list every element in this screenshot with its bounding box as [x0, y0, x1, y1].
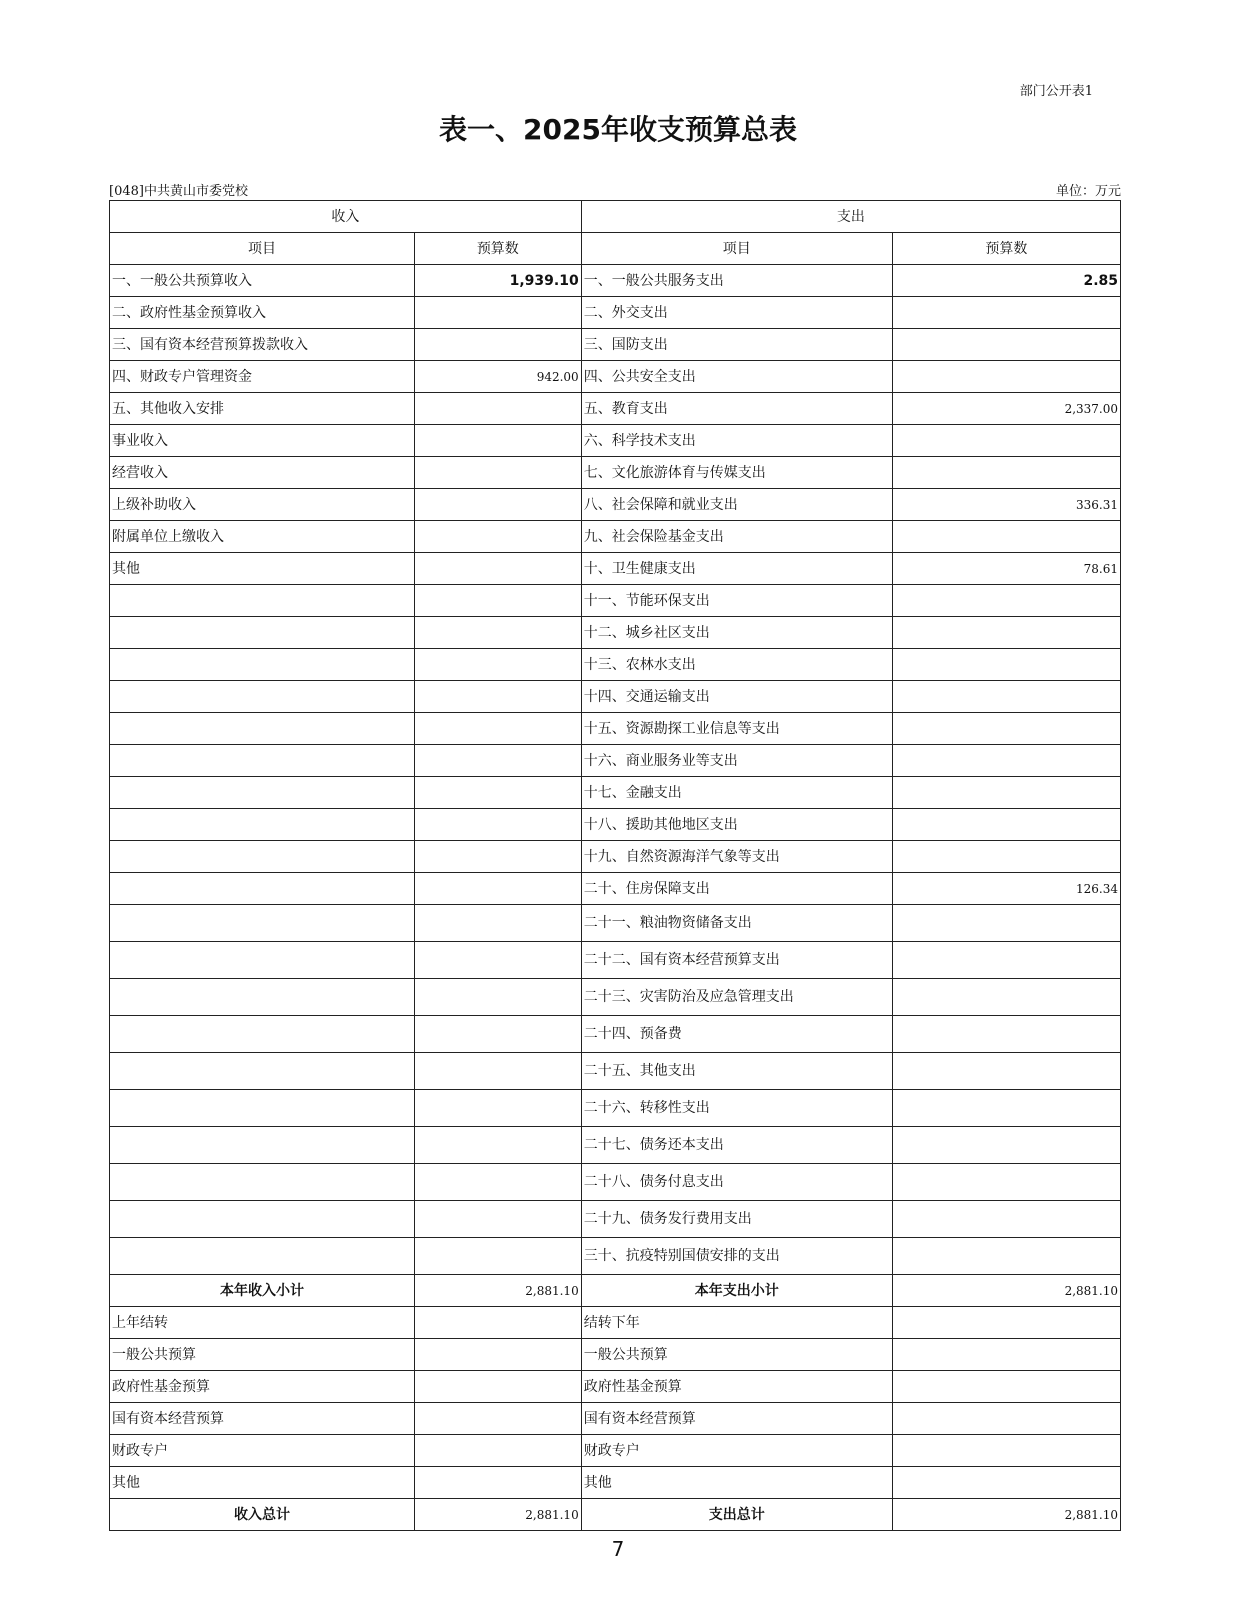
expense-value: 78.61: [892, 553, 1120, 585]
expense-value: [892, 361, 1120, 393]
expense-value: 336.31: [892, 489, 1120, 521]
expense-value: [892, 1090, 1120, 1127]
table-row: [110, 521, 1121, 553]
income-item: [110, 681, 415, 713]
expense-value: 2.85: [892, 265, 1120, 297]
income-value: [414, 1201, 581, 1238]
expense-value: [892, 713, 1120, 745]
expense-value: [892, 1164, 1120, 1201]
income-value: 942.00: [414, 361, 581, 393]
table-row: [110, 329, 1121, 361]
income-item: [110, 617, 415, 649]
table-row: [110, 1127, 1121, 1164]
income-item: [110, 777, 415, 809]
expense-value: [892, 425, 1120, 457]
expense-item: 一、一般公共服务支出: [581, 265, 892, 297]
form-code: 部门公开表1: [1019, 84, 1093, 99]
income-value: [414, 681, 581, 713]
expense-item: 十、卫生健康支出: [581, 553, 892, 585]
income-value: [414, 553, 581, 585]
carry-expense-item: 其他: [581, 1467, 892, 1499]
income-item: 二、政府性基金预算收入: [110, 297, 415, 329]
expense-header: 支出: [581, 201, 1120, 233]
table-row: [110, 873, 1121, 905]
expense-item: 七、文化旅游体育与传媒支出: [581, 457, 892, 489]
carry-expense-value: [892, 1403, 1120, 1435]
table-row: [110, 1053, 1121, 1090]
expense-item: 十五、资源勘探工业信息等支出: [581, 713, 892, 745]
expense-value: [892, 585, 1120, 617]
income-value: [414, 1090, 581, 1127]
unit-label: 单位：万元: [1055, 184, 1121, 199]
carry-expense-value: [892, 1467, 1120, 1499]
income-item: 附属单位上缴收入: [110, 521, 415, 553]
table-row: [110, 393, 1121, 425]
expense-item: 五、教育支出: [581, 393, 892, 425]
expense-item: 二、外交支出: [581, 297, 892, 329]
carry-income-item: 一般公共预算: [110, 1339, 415, 1371]
income-item: [110, 649, 415, 681]
table-row: [110, 1164, 1121, 1201]
income-subtotal-value: 2,881.10: [414, 1275, 581, 1307]
expense-value: [892, 297, 1120, 329]
expense-subtotal-label: 本年支出小计: [581, 1275, 892, 1307]
carry-row: [110, 1467, 1121, 1499]
table-row: [110, 617, 1121, 649]
carry-expense-item: 结转下年: [581, 1307, 892, 1339]
carry-expense-value: [892, 1371, 1120, 1403]
expense-value: [892, 617, 1120, 649]
table-row: [110, 1016, 1121, 1053]
carry-row: [110, 1435, 1121, 1467]
table-row: [110, 1090, 1121, 1127]
income-item: 一、一般公共预算收入: [110, 265, 415, 297]
income-item: [110, 1238, 415, 1275]
table-row: [110, 489, 1121, 521]
expense-item: 二十、住房保障支出: [581, 873, 892, 905]
table-row: [110, 553, 1121, 585]
table-row: [110, 841, 1121, 873]
table-row: [110, 809, 1121, 841]
expense-item: 二十二、国有资本经营预算支出: [581, 942, 892, 979]
expense-value: [892, 809, 1120, 841]
carry-income-item: 其他: [110, 1467, 415, 1499]
carry-income-item: 上年结转: [110, 1307, 415, 1339]
income-value: [414, 425, 581, 457]
income-value: [414, 649, 581, 681]
carry-income-value: [414, 1403, 581, 1435]
income-item: [110, 745, 415, 777]
budget-table: [109, 200, 1121, 1531]
income-item: [110, 873, 415, 905]
expense-item: 十七、金融支出: [581, 777, 892, 809]
expense-item: 二十七、债务还本支出: [581, 1127, 892, 1164]
expense-item: 二十六、转移性支出: [581, 1090, 892, 1127]
page-number: 7: [611, 1537, 625, 1561]
expense-budget-header: 预算数: [892, 233, 1120, 265]
expense-item: 十八、援助其他地区支出: [581, 809, 892, 841]
income-value: [414, 809, 581, 841]
table-row: [110, 942, 1121, 979]
expense-value: [892, 457, 1120, 489]
carry-income-value: [414, 1435, 581, 1467]
carry-income-item: 国有资本经营预算: [110, 1403, 415, 1435]
expense-value: [892, 521, 1120, 553]
table-row: [110, 457, 1121, 489]
table-row: [110, 265, 1121, 297]
income-item: 事业收入: [110, 425, 415, 457]
unit-line: [109, 180, 1121, 199]
income-value: [414, 521, 581, 553]
carry-expense-item: 国有资本经营预算: [581, 1403, 892, 1435]
carry-expense-item: 一般公共预算: [581, 1339, 892, 1371]
carry-income-value: [414, 1467, 581, 1499]
income-item: 四、财政专户管理资金: [110, 361, 415, 393]
income-header: 收入: [110, 201, 582, 233]
expense-item: 十一、节能环保支出: [581, 585, 892, 617]
carry-expense-item: 财政专户: [581, 1435, 892, 1467]
expense-value: [892, 1201, 1120, 1238]
carry-expense-item: 政府性基金预算: [581, 1371, 892, 1403]
income-item: [110, 585, 415, 617]
expense-item: 二十九、债务发行费用支出: [581, 1201, 892, 1238]
income-item: [110, 905, 415, 942]
carry-row: [110, 1307, 1121, 1339]
income-value: [414, 979, 581, 1016]
income-value: [414, 1127, 581, 1164]
expense-value: [892, 1016, 1120, 1053]
income-item: [110, 1164, 415, 1201]
income-value: [414, 457, 581, 489]
income-item: 三、国有资本经营预算拨款收入: [110, 329, 415, 361]
income-item: 五、其他收入安排: [110, 393, 415, 425]
expense-value: 2,337.00: [892, 393, 1120, 425]
income-value: [414, 873, 581, 905]
carry-income-value: [414, 1339, 581, 1371]
income-budget-header: 预算数: [414, 233, 581, 265]
expense-value: [892, 905, 1120, 942]
carry-income-value: [414, 1371, 581, 1403]
income-item: [110, 1201, 415, 1238]
income-value: [414, 1164, 581, 1201]
income-value: [414, 1053, 581, 1090]
expense-value: [892, 329, 1120, 361]
expense-value: 126.34: [892, 873, 1120, 905]
income-value: [414, 713, 581, 745]
table-row: [110, 649, 1121, 681]
income-value: [414, 617, 581, 649]
expense-item-header: 项目: [581, 233, 892, 265]
income-item: 其他: [110, 553, 415, 585]
income-item: [110, 809, 415, 841]
income-item: 经营收入: [110, 457, 415, 489]
carry-expense-value: [892, 1435, 1120, 1467]
page-title: 表一、2025年收支预算总表: [439, 113, 797, 146]
expense-value: [892, 1127, 1120, 1164]
income-item: [110, 713, 415, 745]
unit-name: [048]中共黄山市委党校: [109, 184, 248, 199]
income-value: [414, 297, 581, 329]
expense-item: 十三、农林水支出: [581, 649, 892, 681]
income-item: [110, 1053, 415, 1090]
expense-item: 四、公共安全支出: [581, 361, 892, 393]
expense-item: 二十一、粮油物资储备支出: [581, 905, 892, 942]
expense-value: [892, 979, 1120, 1016]
table-row: [110, 1201, 1121, 1238]
expense-value: [892, 649, 1120, 681]
table-row: [110, 585, 1121, 617]
income-item: [110, 841, 415, 873]
income-item: [110, 979, 415, 1016]
carry-expense-value: [892, 1339, 1120, 1371]
table-row: [110, 777, 1121, 809]
carry-row: [110, 1339, 1121, 1371]
expense-item: 十九、自然资源海洋气象等支出: [581, 841, 892, 873]
expense-item: 二十四、预备费: [581, 1016, 892, 1053]
table-row: [110, 681, 1121, 713]
income-value: [414, 393, 581, 425]
expense-value: [892, 1053, 1120, 1090]
income-value: 1,939.10: [414, 265, 581, 297]
income-item: [110, 942, 415, 979]
income-value: [414, 841, 581, 873]
expense-value: [892, 745, 1120, 777]
subtotal-row: [110, 1275, 1121, 1307]
table-row: [110, 425, 1121, 457]
expense-value: [892, 841, 1120, 873]
expense-subtotal-value: 2,881.10: [892, 1275, 1120, 1307]
expense-value: [892, 777, 1120, 809]
section-header-row: [110, 201, 1121, 233]
carry-income-item: 财政专户: [110, 1435, 415, 1467]
income-item: [110, 1016, 415, 1053]
expense-item: 九、社会保险基金支出: [581, 521, 892, 553]
expense-value: [892, 1238, 1120, 1275]
expense-item: 六、科学技术支出: [581, 425, 892, 457]
expense-value: [892, 681, 1120, 713]
table-row: [110, 905, 1121, 942]
carry-income-value: [414, 1307, 581, 1339]
table-row: [110, 979, 1121, 1016]
income-value: [414, 489, 581, 521]
table-row: [110, 361, 1121, 393]
income-value: [414, 585, 581, 617]
carry-row: [110, 1371, 1121, 1403]
income-subtotal-label: 本年收入小计: [110, 1275, 415, 1307]
income-total-value: 2,881.10: [414, 1499, 581, 1531]
income-total-label: 收入总计: [110, 1499, 415, 1531]
expense-item: 十四、交通运输支出: [581, 681, 892, 713]
income-item: [110, 1127, 415, 1164]
income-item-header: 项目: [110, 233, 415, 265]
expense-value: [892, 942, 1120, 979]
expense-item: 三、国防支出: [581, 329, 892, 361]
income-value: [414, 745, 581, 777]
income-item: 上级补助收入: [110, 489, 415, 521]
expense-total-label: 支出总计: [581, 1499, 892, 1531]
income-item: [110, 1090, 415, 1127]
expense-total-value: 2,881.10: [892, 1499, 1120, 1531]
income-value: [414, 329, 581, 361]
income-value: [414, 777, 581, 809]
column-header-row: [110, 233, 1121, 265]
income-value: [414, 1238, 581, 1275]
expense-item: 三十、抗疫特别国债安排的支出: [581, 1238, 892, 1275]
expense-item: 二十五、其他支出: [581, 1053, 892, 1090]
expense-item: 八、社会保障和就业支出: [581, 489, 892, 521]
income-value: [414, 942, 581, 979]
carry-income-item: 政府性基金预算: [110, 1371, 415, 1403]
carry-row: [110, 1403, 1121, 1435]
table-row: [110, 745, 1121, 777]
total-row: [110, 1499, 1121, 1531]
expense-item: 二十八、债务付息支出: [581, 1164, 892, 1201]
expense-item: 二十三、灾害防治及应急管理支出: [581, 979, 892, 1016]
expense-item: 十六、商业服务业等支出: [581, 745, 892, 777]
expense-item: 十二、城乡社区支出: [581, 617, 892, 649]
table-row: [110, 1238, 1121, 1275]
income-value: [414, 905, 581, 942]
table-row: [110, 297, 1121, 329]
table-row: [110, 713, 1121, 745]
carry-expense-value: [892, 1307, 1120, 1339]
income-value: [414, 1016, 581, 1053]
